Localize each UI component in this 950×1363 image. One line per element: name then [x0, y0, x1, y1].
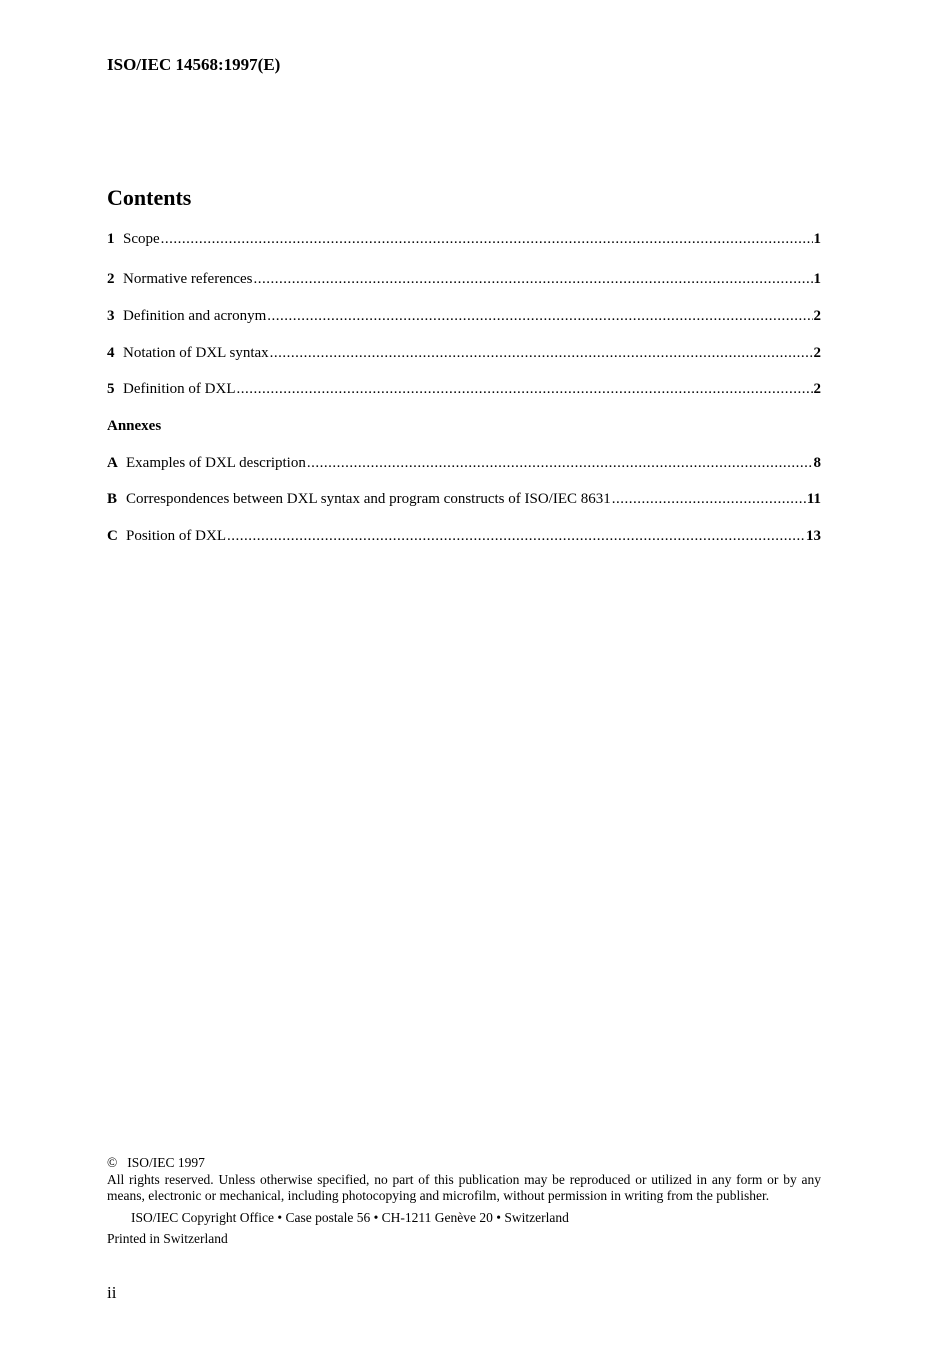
toc-entry-page: 8: [813, 455, 821, 471]
toc-leader-dots: [612, 491, 806, 508]
toc-entry-page: 2: [813, 308, 821, 324]
toc-entry-title: Position of DXL: [126, 528, 227, 544]
toc-leader-dots: [270, 345, 813, 362]
annexes-heading: Annexes: [107, 418, 162, 434]
toc-entry[interactable]: [107, 231, 821, 248]
toc-entry-title: Definition of DXL: [123, 381, 236, 397]
toc-entry-number: B: [107, 491, 118, 507]
copyright-line: [107, 1155, 821, 1172]
toc-entry-number: 5: [107, 381, 115, 397]
toc-entry[interactable]: [107, 381, 821, 398]
toc-leader-dots: [254, 271, 813, 288]
copyright-owner: ISO/IEC 1997: [127, 1155, 205, 1170]
toc-entry-number: A: [107, 455, 118, 471]
toc-entry-number: 4: [107, 345, 115, 361]
page-number: ii: [107, 1283, 117, 1302]
document-header: ISO/IEC 14568:1997(E): [107, 55, 281, 74]
toc-entry-title: Definition and acronym: [123, 308, 267, 324]
toc-entry[interactable]: [107, 308, 821, 325]
toc-leader-dots: [236, 381, 812, 398]
toc-entry-page: 1: [813, 271, 821, 287]
toc-entry[interactable]: [107, 271, 821, 288]
contents-title: Contents: [107, 185, 192, 210]
toc-entry-page: 2: [813, 381, 821, 397]
toc-entry-title: Notation of DXL syntax: [123, 345, 269, 361]
toc-entry[interactable]: [107, 345, 821, 362]
toc-entry-page: 1: [813, 231, 821, 247]
toc-entry-title: Correspondences between DXL syntax and program constructs of ISO/IEC 8631: [126, 491, 611, 507]
toc-entry-title: Scope: [123, 231, 160, 247]
toc-leader-dots: [267, 308, 812, 325]
printed-in: Printed in Switzerland: [107, 1231, 228, 1246]
toc-entry-page: 2: [813, 345, 821, 361]
rights-notice: All rights reserved. Unless otherwise specified, no part of this publication may be reproduced or utilized in any form or by any means, electronic or mechanical, including photocopying and microfilm, without permission in writing from the publisher.: [107, 1171, 821, 1203]
toc-entry-page: 11: [806, 491, 821, 507]
copyright-footer: [107, 1155, 821, 1248]
toc-leader-dots: [307, 455, 813, 472]
toc-entry-number: 3: [107, 308, 115, 324]
toc-leader-dots: [161, 231, 813, 248]
copyright-office-address: ISO/IEC Copyright Office • Case postale 56 • CH-1211 Genève 20 • Switzerland: [131, 1209, 569, 1225]
copyright-symbol: ©: [107, 1155, 118, 1170]
toc-annex-entry[interactable]: [107, 491, 821, 508]
toc-annex-entry[interactable]: [107, 528, 821, 545]
toc-entry-page: 13: [806, 528, 821, 544]
toc-entry-number: C: [107, 528, 118, 544]
toc-entry-title: Examples of DXL description: [126, 455, 306, 471]
toc-leader-dots: [227, 528, 805, 545]
toc-entry-number: 1: [107, 231, 115, 247]
toc-entry-title: Normative references: [123, 271, 253, 287]
toc-entry-number: 2: [107, 271, 115, 287]
toc-annex-entry[interactable]: [107, 455, 821, 472]
